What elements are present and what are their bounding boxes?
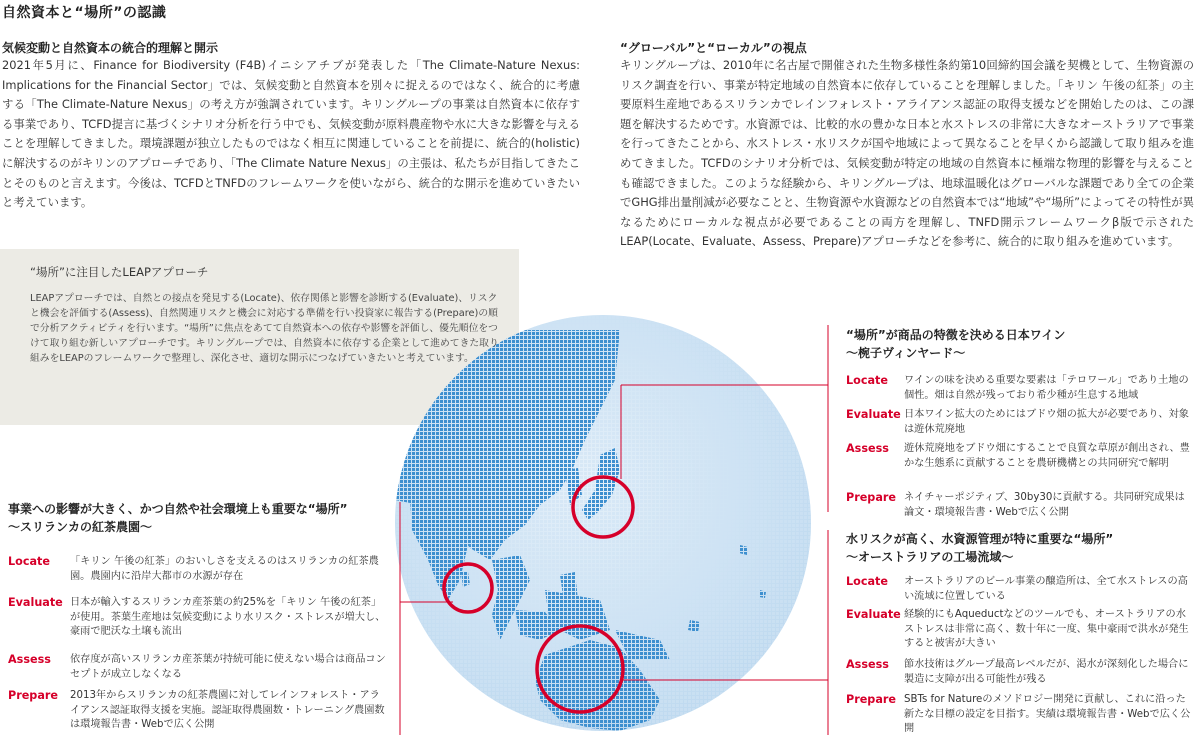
case-srilanka-title: 事業への影響が大きく、かつ自然や社会環境上も重要な“場所”	[8, 502, 348, 516]
case-srilanka-leap-list	[8, 555, 388, 735]
leap-label: Assess	[846, 442, 889, 455]
leap-row-assess	[846, 442, 1192, 491]
case-wine-title: “場所”が商品の特徴を決める日本ワイン	[846, 328, 1066, 342]
leap-row-evaluate	[846, 608, 1192, 658]
leap-row-evaluate	[846, 408, 1192, 442]
right-section-body: キリングループは、2010年に名古屋で開催された生物多様性条約第10回締約国会議を契機として、生物資源のリスク調査を行い、事業が特定地域の自然資本に依存していることを理解しました。「キリン 午後の紅茶」の主要原料生産地であるスリランカでレインフォレスト・アライアンス認証の取得支援などを開始したのは、この課題を解決するためです。水資源では、比較的水の豊かな日本と水ストレスの非常に大きなオーストラリアで事業を行ってきたことから、水ストレス・水リスクが国や地域によって異なることを早くから認識して取り組みを進めてきました。TCFDのシナリオ分析では、気候変動が特定の地域の自然資本に極端な物理的影響を与えることも確認できました。このような経験から、キリングループは、地球温暖化はグローバルな課題であり全ての企業でGHG排出量削減が必要なことと、生物資源や水資源などの自然資本では“地域”や“場所”によってその特性が異なるためにローカルな視点が必要であることの両方を理解し、TNFD開示フレームワークβ版で示されたLEAP(Locate、Evaluate、Assess、Prepare)アプローチなどを参考に、統合的に取り組みを進めています。	[620, 58, 1194, 249]
leap-text: 日本が輸入するスリランカ産茶葉の約25%を「キリン 午後の紅茶」が使用。茶葉生産地は気候変動により水リスク・ストレスが増大し、豪雨で肥沃な土壌も流出	[70, 597, 386, 638]
leap-row-locate	[846, 575, 1192, 608]
case-wine-heading	[846, 326, 1196, 362]
leap-row-locate	[846, 374, 1192, 408]
leap-row-assess	[846, 658, 1192, 693]
leap-text: SBTs for Natureのメソドロジー開発に貢献し、これに沿った新たな目標の設定を目指す。実績は環境報告書・Webで広く公開	[904, 694, 1191, 735]
leap-label: Evaluate	[8, 596, 63, 609]
leap-row-prepare	[8, 689, 388, 735]
leap-text: 「キリン 午後の紅茶」のおいしさを支えるのはスリランカの紅茶農園。農園内に沿岸大都市の水源が存在	[70, 556, 379, 582]
leap-row-evaluate	[8, 596, 388, 653]
leap-text: ワインの味を決める重要な要素は「テロワール」であり土地の個性。畑は自然が残っており希少種が生息する地域	[904, 375, 1189, 401]
case-australia-heading	[846, 530, 1196, 566]
leap-label: Locate	[8, 555, 50, 568]
leap-label: Assess	[846, 658, 889, 671]
leap-text: 経験的にもAqueductなどのツールでも、オーストラリアの水ストレスは非常に高く、数十年に一度、集中豪雨で洪水が発生すると被害が大きい	[904, 609, 1189, 650]
right-section-heading: “グローバル”と“ローカル”の視点	[620, 41, 807, 55]
case-australia-leap-list	[846, 575, 1192, 738]
leap-text: 日本ワイン拡大のためにはブドウ畑の拡大が必要であり、対象は遊休荒廃地	[904, 409, 1189, 435]
leap-text: 2013年からスリランカの紅茶農園に対してレインフォレスト・アライアンス認証取得支援を実施。認証取得農園数・トレーニング農園数は環境報告書・Webで広く公開	[70, 690, 385, 731]
leap-label: Locate	[846, 374, 888, 387]
case-australia-subtitle: 〜オーストラリアの工場流域〜	[846, 550, 1014, 564]
leap-text: オーストラリアのビール事業の醸造所は、全て水ストレスの高い流域に位置している	[904, 576, 1188, 602]
leap-label: Prepare	[846, 491, 896, 504]
leap-row-assess	[8, 653, 388, 689]
leap-label: Locate	[846, 575, 888, 588]
leap-label: Prepare	[8, 689, 58, 702]
leap-row-prepare	[846, 491, 1192, 525]
leap-text: 依存度が高いスリランカ産茶葉が持続可能に使えない場合は商品コンセプトが成立しなくなる	[70, 654, 386, 680]
leap-label: Evaluate	[846, 408, 901, 421]
case-wine-subtitle: 〜椀子ヴィンヤード〜	[846, 346, 966, 360]
leap-label: Prepare	[846, 693, 896, 706]
left-section-heading: 気候変動と自然資本の統合的理解と開示	[2, 41, 219, 55]
leap-text: 節水技術はグループ最高レベルだが、渇水が深刻化した場合に製造に支障が出る可能性が残る	[904, 659, 1189, 685]
leap-text: ネイチャーポジティブ、30by30に貢献する。共同研究成果は論文・環境報告書・Webで広く公開	[904, 492, 1185, 518]
leap-row-locate	[8, 555, 388, 596]
leap-box-body: LEAPアプローチでは、自然との接点を発見する(Locate)、依存関係と影響を診断する(Evaluate)、リスクと機会を評価する(Assess)、自然関連リスクと機会に対応する準備を行い投資家に報告する(Prepare)の順で分析アクティビティを行います。“場所”に焦点をあてて自然資本への依存や影響を評価し、優先順位をつけて取り組む新しいアプローチです。キリングループでは、自然資本に依存する企業として進めてきた取り組みをLEAPのフレームワークで整理し、深化させ、適切な開示につなげていきたいと考えています。	[30, 293, 499, 365]
leap-text: 遊休荒廃地をブドウ畑にすることで良質な草原が創出され、豊かな生態系に貢献することを農研機構との共同研究で解明	[904, 443, 1190, 469]
case-wine-leap-list	[846, 374, 1192, 525]
leap-label: Evaluate	[846, 608, 901, 621]
case-australia-title: 水リスクが高く、水資源管理が特に重要な“場所”	[846, 532, 1114, 546]
case-srilanka-subtitle: 〜スリランカの紅茶農園〜	[8, 520, 153, 534]
case-srilanka-heading	[8, 500, 394, 536]
leap-label: Assess	[8, 653, 51, 666]
left-section-body: 2021年5月に、Finance for Biodiversity (F4B)イニシアチブが発表した「The Climate-Nature Nexus: Implications for the Financial Sector」では、気候変動と自然資本を別々に捉えるのではなく、統合的に考慮する「The Climate-Nature Nexus」の考え方が強調されています。キリングループの事業は自然資本に依存する事業であり、TCFD提言に基づくシナリオ分析を行う中でも、気候変動が原料農産物や水に大きな影響を与えることを理解してきました。環境課題が独立したものではなく相互に関連していることを前提に、統合的(holistic)に解決するのがキリンのアプローチであり、「The Climate Nature Nexus」の主張は、私たちが目指してきたことそのものと言えます。今後は、TCFDとTNFDのフレームワークを使いながら、統合的な開示を進めていきたいと考えています。	[2, 58, 580, 210]
leap-box-title: “場所”に注目したLEAPアプローチ	[30, 265, 209, 279]
page-title: 自然資本と“場所”の認識	[2, 5, 167, 21]
leap-row-prepare	[846, 693, 1192, 738]
